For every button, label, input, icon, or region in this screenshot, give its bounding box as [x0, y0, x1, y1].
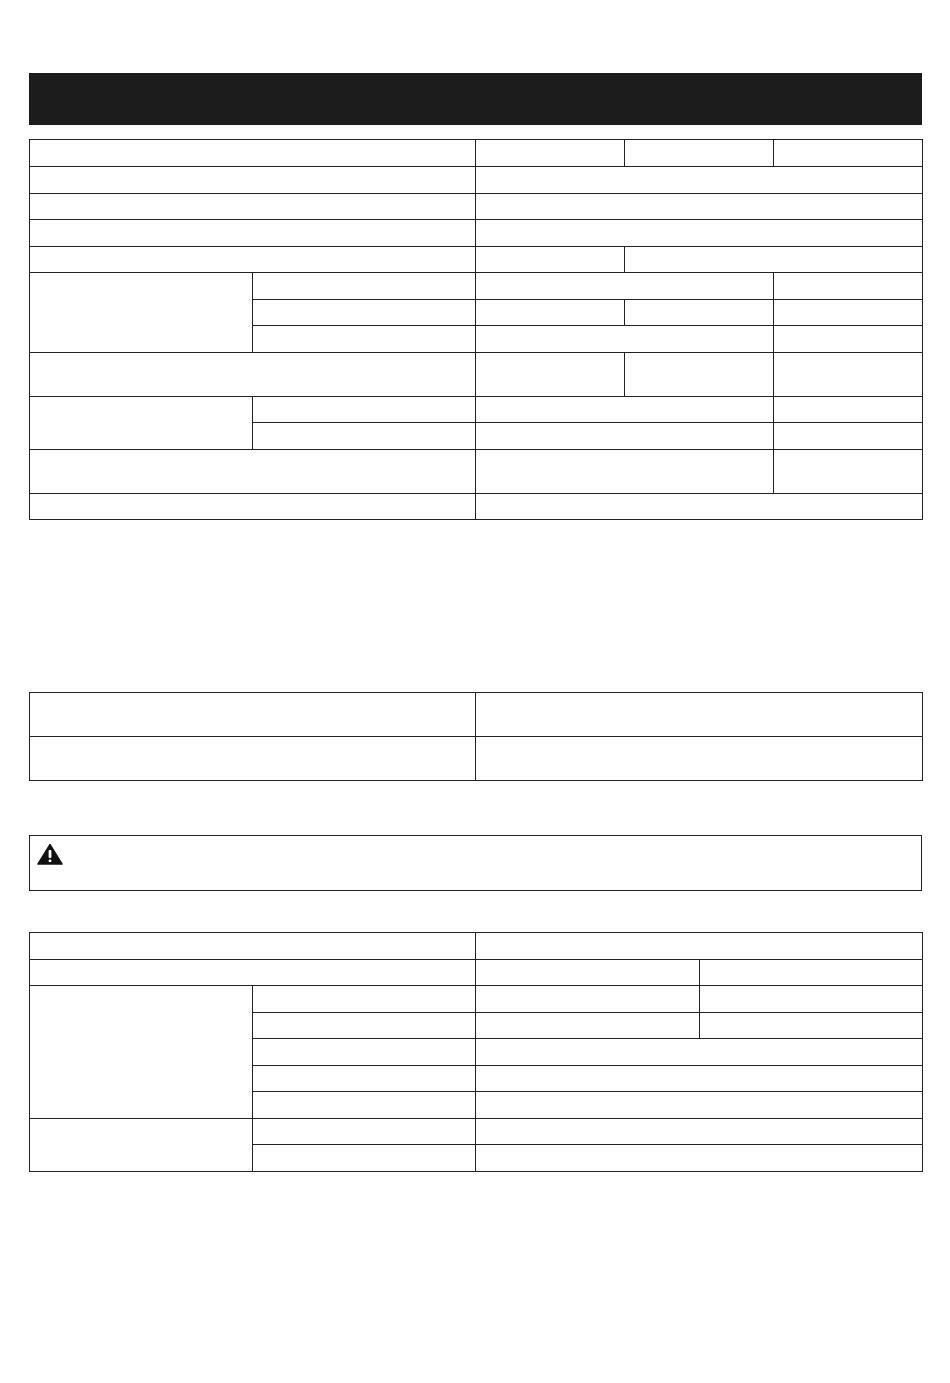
- section-header-bar: [29, 73, 922, 125]
- item-value-cell: [476, 693, 923, 737]
- spec-label-cell: [30, 933, 476, 960]
- table-row: [30, 140, 923, 167]
- spec-value-cell: [476, 300, 625, 326]
- spec-sublabel-cell: [253, 1013, 476, 1039]
- spec-value-cell: [476, 423, 774, 450]
- spec-value-cell: [625, 247, 923, 273]
- spec-value-cell: [476, 247, 625, 273]
- spec-value-cell: [476, 450, 774, 494]
- spec-sublabel-cell: [253, 986, 476, 1013]
- spec-label-cell: [30, 194, 476, 220]
- spec-label-cell: [30, 220, 476, 247]
- model-header-cell: [774, 140, 923, 167]
- spec-label-cell: [30, 450, 476, 494]
- spec-value-cell: [700, 986, 923, 1013]
- spec-group-label-cell: [30, 397, 253, 450]
- table-row: [30, 960, 923, 986]
- spec-value-cell: [476, 353, 625, 397]
- spec-sublabel-cell: [253, 1092, 476, 1119]
- model-header-cell: [476, 960, 700, 986]
- spec-label-cell: [30, 247, 476, 273]
- spec-value-cell: [476, 1039, 923, 1066]
- table-row: [30, 494, 923, 520]
- spec-value-cell: [774, 273, 923, 300]
- spec-sublabel-cell: [253, 1066, 476, 1092]
- spec-value-cell: [774, 450, 923, 494]
- table-row: [30, 397, 923, 423]
- spec-sublabel-cell: [253, 1119, 476, 1145]
- spec-sublabel-cell: [253, 273, 476, 300]
- spec-group-label-cell: [30, 273, 253, 353]
- specifications-table-2: [29, 932, 923, 1172]
- spec-value-cell: [774, 300, 923, 326]
- table-row: [30, 737, 923, 781]
- item-label-cell: [30, 737, 476, 781]
- compatibility-table: [29, 692, 923, 781]
- model-header-cell: [476, 140, 625, 167]
- item-label-cell: [30, 693, 476, 737]
- spec-value-cell: [476, 933, 923, 960]
- spec-sublabel-cell: [253, 423, 476, 450]
- spec-label-cell: [30, 960, 476, 986]
- spec-value-cell: [774, 423, 923, 450]
- spec-group-label-cell: [30, 986, 253, 1119]
- spec-value-cell: [476, 1119, 923, 1145]
- table-row: [30, 933, 923, 960]
- spec-value-cell: [476, 1145, 923, 1172]
- model-header-cell: [625, 140, 774, 167]
- spec-sublabel-cell: [253, 326, 476, 353]
- spec-value-cell: [774, 353, 923, 397]
- warning-triangle-icon: [37, 843, 63, 865]
- spec-sublabel-cell: [253, 397, 476, 423]
- spec-value-cell: [476, 194, 923, 220]
- spec-label-cell: [30, 167, 476, 194]
- spec-value-cell: [476, 1013, 700, 1039]
- spec-label-cell: [30, 494, 476, 520]
- table-row: [30, 220, 923, 247]
- spec-sublabel-cell: [253, 1039, 476, 1066]
- spec-value-cell: [625, 300, 774, 326]
- table-row: [30, 1119, 923, 1145]
- item-value-cell: [476, 737, 923, 781]
- spec-value-cell: [476, 220, 923, 247]
- spec-value-cell: [625, 353, 774, 397]
- spec-value-cell: [476, 273, 774, 300]
- spec-group-label-cell: [30, 1119, 253, 1172]
- spec-value-cell: [774, 326, 923, 353]
- specifications-table: [29, 139, 923, 520]
- table-row: [30, 273, 923, 300]
- spec-sublabel-cell: [253, 1145, 476, 1172]
- spec-sublabel-cell: [253, 300, 476, 326]
- spec-value-cell: [476, 494, 923, 520]
- table-row: [30, 167, 923, 194]
- model-header-cell: [700, 960, 923, 986]
- table-row: [30, 194, 923, 220]
- spec-value-cell: [476, 1066, 923, 1092]
- table-row: [30, 450, 923, 494]
- spec-value-cell: [476, 986, 700, 1013]
- spec-value-cell: [476, 397, 774, 423]
- spec-label-cell: [30, 353, 476, 397]
- table-row: [30, 353, 923, 397]
- warning-notice: [29, 835, 922, 891]
- table-row: [30, 986, 923, 1013]
- spec-label-cell: [30, 140, 476, 167]
- table-row: [30, 693, 923, 737]
- spec-value-cell: [476, 1092, 923, 1119]
- spec-value-cell: [774, 397, 923, 423]
- table-row: [30, 247, 923, 273]
- spec-value-cell: [476, 167, 923, 194]
- spec-value-cell: [476, 326, 774, 353]
- spec-value-cell: [700, 1013, 923, 1039]
